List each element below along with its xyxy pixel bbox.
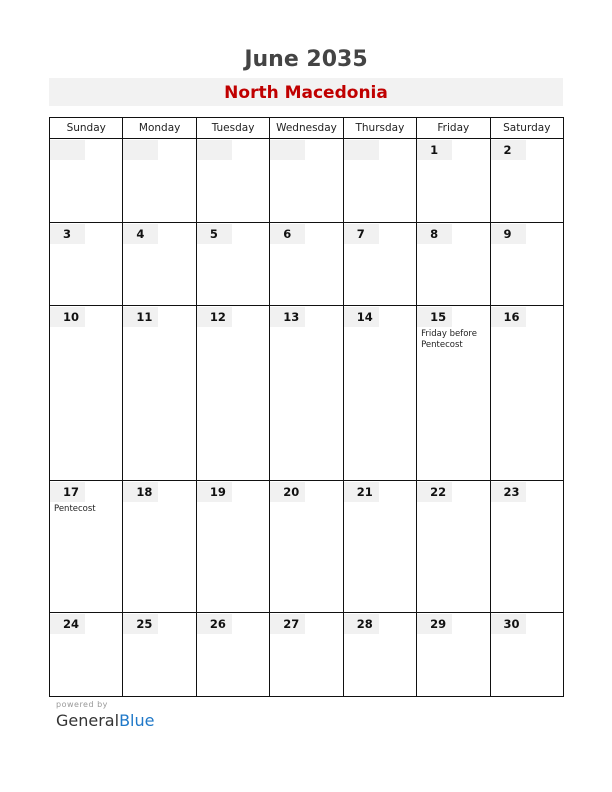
week-row — [50, 222, 564, 306]
day-number: 1 — [417, 140, 452, 160]
day-number: 12 — [197, 307, 232, 327]
day-number: 7 — [344, 224, 379, 244]
powered-by-text: powered by — [56, 700, 108, 709]
day-number: 24 — [50, 614, 85, 634]
day-number: 4 — [123, 224, 158, 244]
page-title: June 2035 — [244, 47, 368, 72]
week-row — [50, 613, 564, 697]
weekday-header: Saturday — [490, 118, 563, 139]
day-cell — [490, 613, 563, 697]
day-number: 6 — [270, 224, 305, 244]
day-number: 27 — [270, 614, 305, 634]
day-number: 16 — [491, 307, 526, 327]
day-number: 10 — [50, 307, 85, 327]
week-row — [50, 480, 564, 613]
day-cell — [123, 139, 196, 223]
country-banner — [49, 78, 563, 106]
week-row — [50, 139, 564, 223]
day-cell — [123, 306, 196, 481]
day-number: 30 — [491, 614, 526, 634]
day-cell — [196, 222, 269, 306]
brand-first: General — [56, 711, 120, 730]
day-number: 14 — [344, 307, 379, 327]
footer-branding — [56, 700, 154, 730]
day-cell — [123, 613, 196, 697]
empty-day-marker — [50, 140, 85, 160]
day-cell — [123, 222, 196, 306]
day-cell — [123, 480, 196, 613]
day-cell — [417, 613, 490, 697]
weekday-header: Thursday — [343, 118, 416, 139]
brand-second: Blue — [119, 711, 155, 730]
day-number: 22 — [417, 482, 452, 502]
day-number: 18 — [123, 482, 158, 502]
day-cell — [196, 306, 269, 481]
day-cell — [270, 222, 343, 306]
empty-day-marker — [197, 140, 232, 160]
day-number: 5 — [197, 224, 232, 244]
day-cell — [490, 139, 563, 223]
day-number: 26 — [197, 614, 232, 634]
weekday-header: Friday — [417, 118, 490, 139]
day-number: 25 — [123, 614, 158, 634]
holiday-label: Pentecost — [54, 503, 96, 514]
day-cell — [50, 613, 123, 697]
day-cell — [343, 222, 416, 306]
day-cell — [490, 222, 563, 306]
empty-day-marker — [270, 140, 305, 160]
day-cell — [50, 139, 123, 223]
weekday-header: Monday — [123, 118, 196, 139]
holiday-label: Friday before Pentecost — [421, 329, 477, 350]
day-number: 17 — [50, 482, 85, 502]
day-cell — [343, 139, 416, 223]
day-cell — [50, 222, 123, 306]
day-cell — [490, 306, 563, 481]
weekday-header: Tuesday — [196, 118, 269, 139]
day-cell — [196, 480, 269, 613]
country-name: North Macedonia — [224, 83, 388, 103]
day-number: 11 — [123, 307, 158, 327]
day-cell — [343, 480, 416, 613]
weekday-header-row — [50, 118, 564, 139]
day-cell — [196, 139, 269, 223]
day-cell — [270, 480, 343, 613]
weekday-header: Sunday — [50, 118, 123, 139]
empty-day-marker — [344, 140, 379, 160]
day-cell — [270, 613, 343, 697]
day-cell — [343, 306, 416, 481]
brand-logo — [56, 711, 154, 730]
weekday-header: Wednesday — [270, 118, 343, 139]
day-number: 3 — [50, 224, 85, 244]
day-cell — [270, 139, 343, 223]
day-cell — [50, 480, 123, 613]
day-cell — [417, 139, 490, 223]
day-number: 8 — [417, 224, 452, 244]
day-cell — [490, 480, 563, 613]
day-cell — [417, 480, 490, 613]
day-cell — [343, 613, 416, 697]
day-number: 19 — [197, 482, 232, 502]
day-number: 13 — [270, 307, 305, 327]
day-number: 2 — [491, 140, 526, 160]
day-cell — [196, 613, 269, 697]
day-cell — [417, 222, 490, 306]
day-number: 21 — [344, 482, 379, 502]
calendar-grid — [49, 117, 564, 697]
day-number: 28 — [344, 614, 379, 634]
day-number: 23 — [491, 482, 526, 502]
day-cell — [270, 306, 343, 481]
day-number: 9 — [491, 224, 526, 244]
day-number: 29 — [417, 614, 452, 634]
day-number: 20 — [270, 482, 305, 502]
week-row — [50, 306, 564, 481]
day-cell — [417, 306, 490, 481]
empty-day-marker — [123, 140, 158, 160]
day-cell — [50, 306, 123, 481]
day-number: 15 — [417, 307, 452, 327]
